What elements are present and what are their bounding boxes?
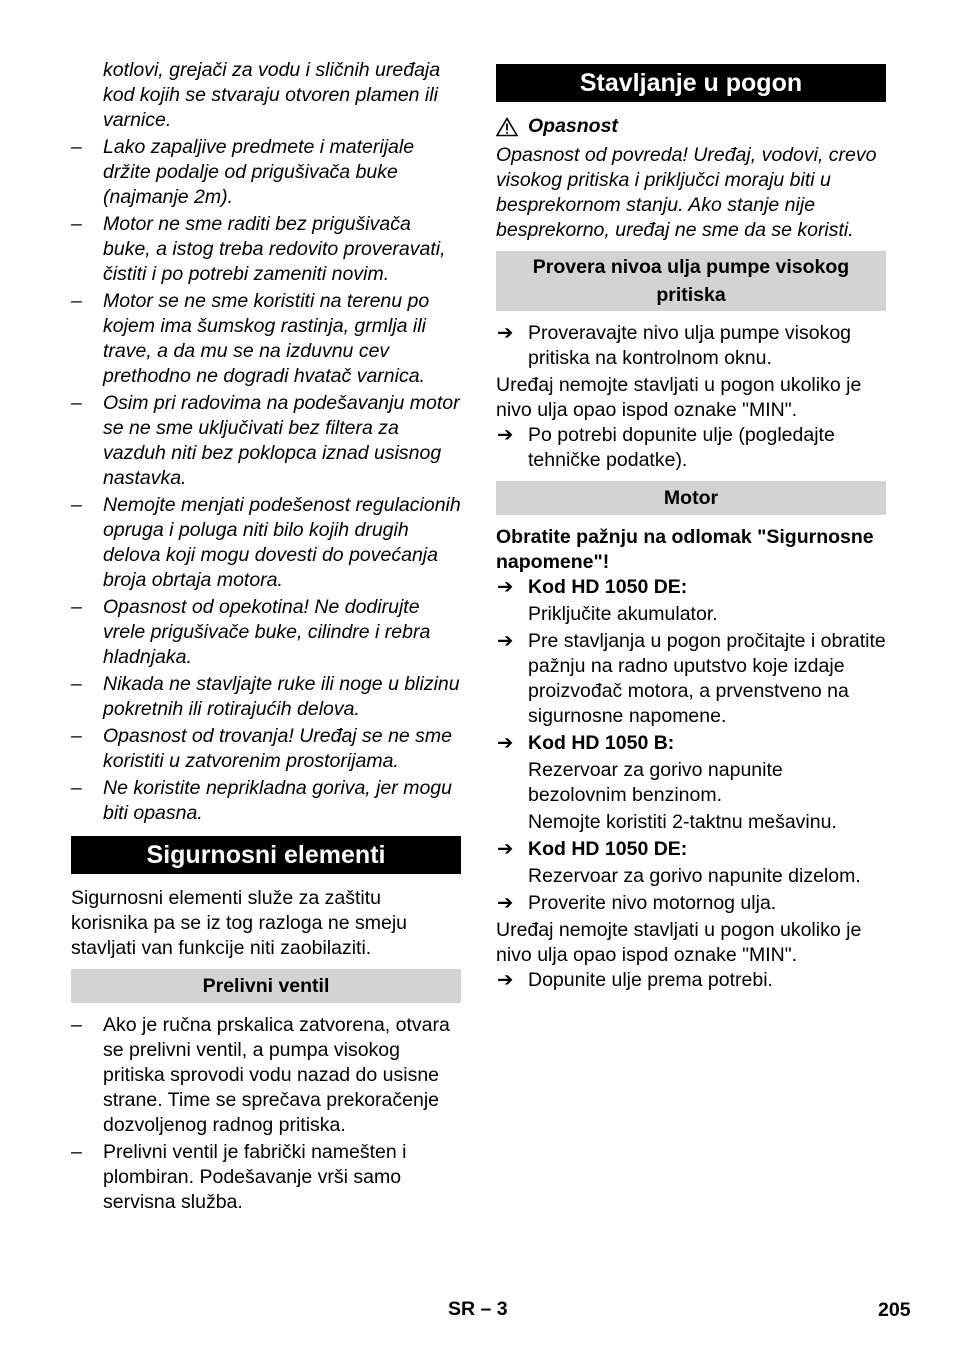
subsection-title-overflow-valve: Prelivni ventil: [71, 969, 461, 1003]
overflow-valve-list: [71, 1013, 461, 1215]
left-column: [71, 58, 461, 1217]
intro-continuation: kotlovi, grejači za vodu i sličnih uređaja kod kojih se stvaraju otvoren plamen ili varnice.: [103, 59, 441, 131]
list-item: ➔ Pre stavljanja u pogon pročitajte i obratite pažnju na radno uputstvo koje izdaje proizvođač motora, a prvenstveno na sigurnosne napomene.: [497, 630, 886, 727]
arrow-icon: ➔: [497, 732, 514, 754]
warning-triangle-icon: [496, 117, 518, 137]
safety-list: [71, 135, 461, 826]
list-item: ➔ Kod HD 1050 B:: [497, 732, 675, 754]
footer-section-label: SR – 3: [448, 1298, 508, 1320]
arrow-icon: ➔: [497, 969, 514, 991]
motor-step-text: Priključite akumulator.: [528, 603, 718, 625]
list-item: – Motor ne sme raditi bez prigušivača buke, a istog treba redovito proveravati, čistiti i po potrebi zameniti novim.: [71, 213, 446, 285]
motor-step-text: Nemojte koristiti 2-taktnu mešavinu.: [528, 811, 837, 833]
list-item: ➔ Proveravajte nivo ulja pumpe visokog pritiska na kontrolnom oknu.: [497, 322, 852, 369]
list-item: – Opasnost od opekotina! Ne dodirujte vrele prigušivače buke, cilindre i rebra hladnjaka.: [71, 596, 431, 668]
right-column: [496, 64, 886, 995]
arrow-icon: ➔: [497, 838, 514, 860]
motor-note: Uređaj nemojte stavljati u pogon ukoliko je nivo ulja opao ispod oznake "MIN".: [496, 919, 862, 966]
list-item: – Lako zapaljive predmete i materijale držite podalje od prigušivača buke (najmanje 2m).: [71, 136, 415, 208]
section-title-start-up: Stavljanje u pogon: [496, 64, 886, 102]
list-item: ➔ Kod HD 1050 DE:: [497, 576, 688, 598]
list-item: – Ako je ručna prskalica zatvorena, otvara se prelivni ventil, a pumpa visokog pritiska sprovodi vodu nazad do usisne strane. Time se sprečava prekoračenje dozvoljenog radnog pritiska.: [71, 1014, 450, 1136]
page-number: 205: [878, 1299, 911, 1321]
list-item: – Motor se ne sme koristiti na terenu po kojem ima šumskog rastinja, grmlja ili trave, a da mu se na izduvnu cev prethodno ne dogradi hvatač varnica.: [71, 290, 430, 387]
arrow-icon: ➔: [497, 424, 514, 446]
subsection-title-oil-check: Provera nivoa ulja pumpe visokog pritiska: [496, 251, 886, 311]
list-item: ➔ Proverite nivo motornog ulja.: [497, 892, 777, 914]
list-item: – Opasnost od trovanja! Uređaj se ne sme koristiti u zatvorenim prostorijama.: [71, 725, 453, 772]
list-item: ➔ Dopunite ulje prema potrebi.: [497, 969, 773, 991]
motor-step-text: Rezervoar za gorivo napunite dizelom.: [528, 865, 861, 887]
section-title-safety-elements: Sigurnosni elementi: [71, 836, 461, 874]
warning-text: Opasnost od povreda! Uređaj, vodovi, crevo visokog pritiska i priključci moraju biti u besprekornom stanju. Ako stanje nije besprekorno, uređaj ne sme da se koristi.: [496, 144, 877, 241]
list-item: ➔ Po potrebi dopunite ulje (pogledajte tehničke podatke).: [497, 424, 835, 471]
safety-elements-text: Sigurnosni elementi služe za zaštitu korisnika pa se iz tog razloga ne smeju stavljati van funkcije niti zaobilaziti.: [71, 887, 408, 959]
motor-attention: Obratite pažnju na odlomak "Sigurnosne napomene"!: [496, 526, 874, 573]
arrow-icon: ➔: [497, 630, 514, 652]
warning-label: Opasnost: [528, 115, 618, 137]
list-item: ➔ Kod HD 1050 DE:: [497, 838, 688, 860]
list-item: – Prelivni ventil je fabrički namešten i plombiran. Podešavanje vrši samo servisna služba.: [71, 1141, 407, 1213]
subsection-title-motor: Motor: [496, 481, 886, 515]
list-item: – Ne koristite neprikladna goriva, jer mogu biti opasna.: [71, 777, 453, 824]
arrow-icon: ➔: [497, 892, 514, 914]
list-item: – Nikada ne stavljajte ruke ili noge u blizinu pokretnih ili rotirajućih delova.: [71, 673, 460, 720]
motor-step-text: Rezervoar za gorivo napunite bezolovnim benzinom.: [528, 759, 783, 806]
arrow-icon: ➔: [497, 322, 514, 344]
list-item: – Nemojte menjati podešenost regulacionih opruga i poluga niti bilo kojih drugih delova koji mogu dovesti do povećanja broja obrtaja motora.: [71, 494, 461, 591]
arrow-icon: ➔: [497, 576, 514, 598]
warning-heading: [496, 114, 886, 139]
list-item: – Osim pri radovima na podešavanju motor se ne sme uključivati bez filtera za vazduh niti bez poklopca iznad usisnog nastavka.: [71, 392, 460, 489]
oil-check-note: Uređaj nemojte stavljati u pogon ukoliko je nivo ulja opao ispod oznake "MIN".: [496, 374, 862, 421]
